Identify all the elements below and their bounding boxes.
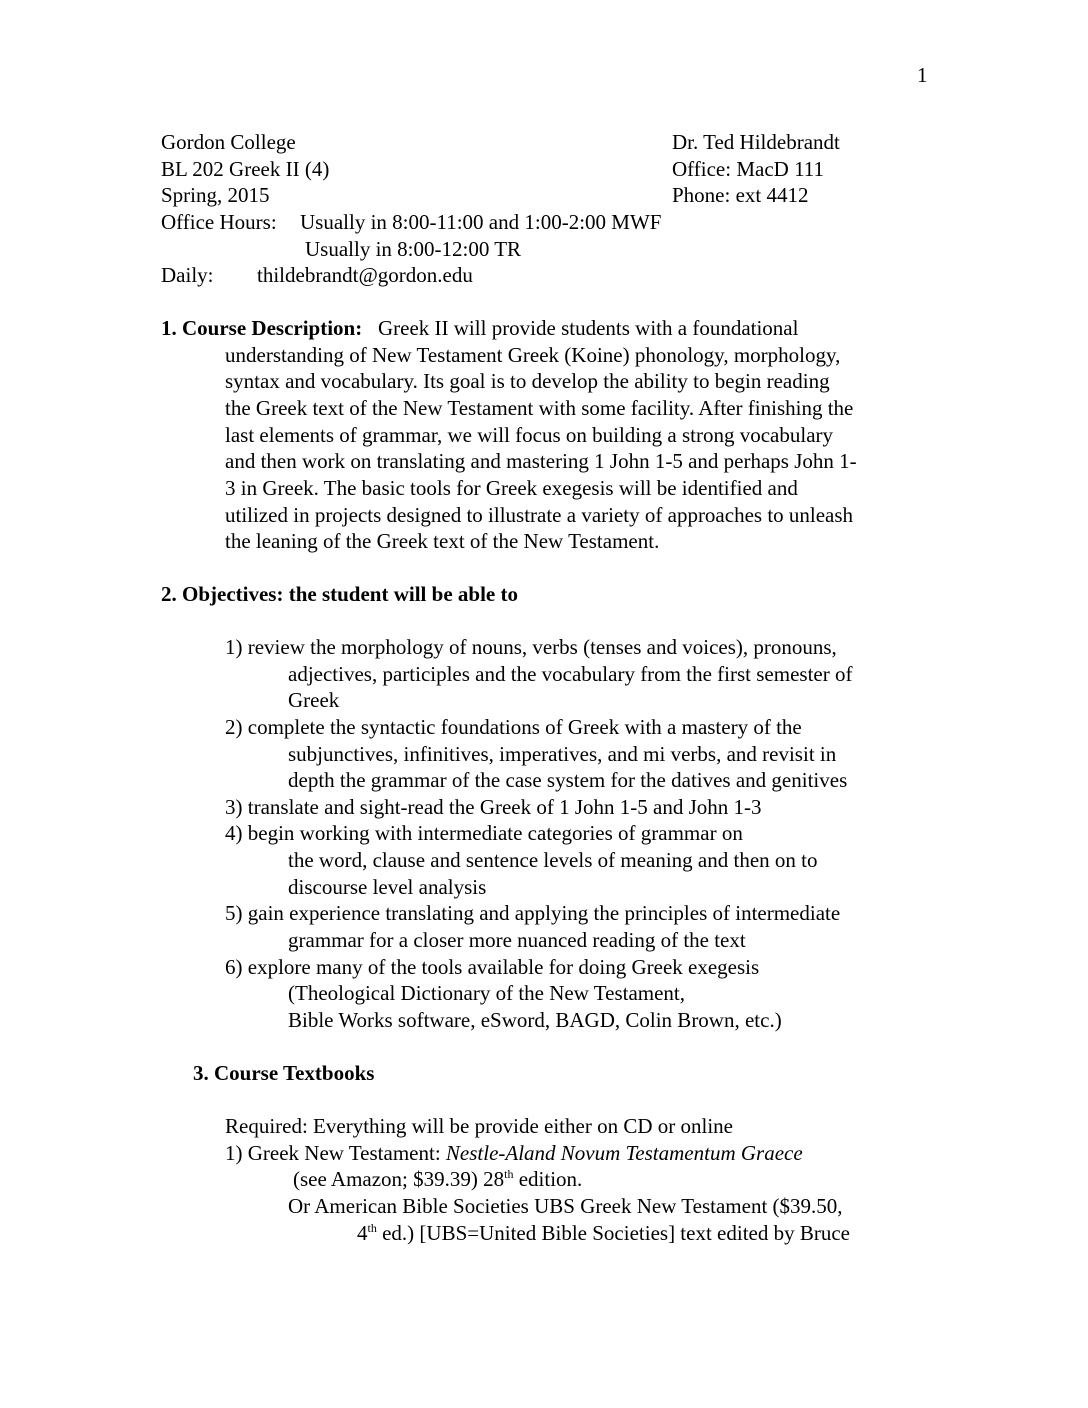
course-description-first-line [161,315,798,342]
objective-continuation: discourse level analysis [288,875,487,899]
textbook-price-line [293,1166,582,1193]
description-line: understanding of New Testament Greek (Koine) phonology, morphology, [225,343,841,367]
objectives-heading: 2. Objectives: the student will be able to [161,582,518,606]
office-hours-label: Office Hours: [161,210,277,234]
instructor-name: Dr. Ted Hildebrandt [672,130,840,154]
objective-continuation: subjunctives, infinitives, imperatives, and mi verbs, and revisit in [288,742,837,766]
textbook-price: (see Amazon; $39.39) 28 [293,1167,505,1191]
alternate-textbook-line: Or American Bible Societies UBS Greek New Testament ($39.50, [288,1194,843,1218]
office-phone: Phone: ext 4412 [672,183,809,207]
course-description-heading: 1. Course Description: [161,316,363,340]
page-number: 1 [917,63,928,87]
edition-number: 4 [357,1221,368,1245]
alternate-textbook-detail: ed.) [UBS=United Bible Societies] text edited by Bruce [376,1221,850,1245]
objective-continuation: adjectives, participles and the vocabulary from the first semester of [288,662,853,686]
objective-continuation: depth the grammar of the case system for the datives and genitives [288,768,848,792]
description-line: utilized in projects designed to illustrate a variety of approaches to unleash [225,503,854,527]
textbook-label: 1) Greek New Testament: [225,1141,446,1165]
description-line: and then work on translating and mastering 1 John 1-5 and perhaps John 1- [225,449,857,473]
college-name: Gordon College [161,130,296,154]
office-hours-line-2: Usually in 8:00-12:00 TR [305,237,522,261]
objective-continuation: (Theological Dictionary of the New Testament, [288,981,686,1005]
email-address[interactable]: thildebrandt@gordon.edu [257,263,473,287]
objective-item: 5) gain experience translating and applying the principles of intermediate [225,901,841,925]
objective-continuation: the word, clause and sentence levels of meaning and then on to [288,848,818,872]
alternate-textbook-line-2 [357,1220,850,1247]
description-line: the leaning of the Greek text of the New Testament. [225,529,660,553]
office-location: Office: MacD 111 [672,157,825,181]
objective-item: 3) translate and sight-read the Greek of 1 John 1-5 and John 1-3 [225,795,762,819]
objective-item: 1) review the morphology of nouns, verbs (tenses and voices), pronouns, [225,635,837,659]
objective-continuation: Greek [288,688,340,712]
daily-label: Daily: [161,263,214,287]
description-line: last elements of grammar, we will focus on building a strong vocabulary [225,423,834,447]
required-note: Required: Everything will be provide either on CD or online [225,1114,733,1138]
textbook-item [225,1140,803,1167]
textbooks-heading: 3. Course Textbooks [193,1061,375,1085]
objective-item: 4) begin working with intermediate categories of grammar on [225,821,743,845]
objective-continuation: Bible Works software, eSword, BAGD, Colin Brown, etc.) [288,1008,782,1032]
edition-superscript: th [504,1167,514,1181]
textbook-title: Nestle-Aland Novum Testamentum Graece [445,1141,803,1165]
objective-item: 2) complete the syntactic foundations of Greek with a mastery of the [225,715,802,739]
course-code: BL 202 Greek II (4) [161,157,330,181]
description-line: the Greek text of the New Testament with some facility. After finishing the [225,396,854,420]
edition-superscript: th [367,1221,377,1235]
edition-suffix: edition. [513,1167,583,1191]
description-line: Greek II will provide students with a foundational [377,316,799,340]
description-line: syntax and vocabulary. Its goal is to develop the ability to begin reading [225,369,830,393]
course-term: Spring, 2015 [161,183,270,207]
objective-continuation: grammar for a closer more nuanced reading of the text [288,928,746,952]
description-line: 3 in Greek. The basic tools for Greek exegesis will be identified and [225,476,798,500]
objective-item: 6) explore many of the tools available for doing Greek exegesis [225,955,760,979]
office-hours-line-1: Usually in 8:00-11:00 and 1:00-2:00 MWF [300,210,662,234]
